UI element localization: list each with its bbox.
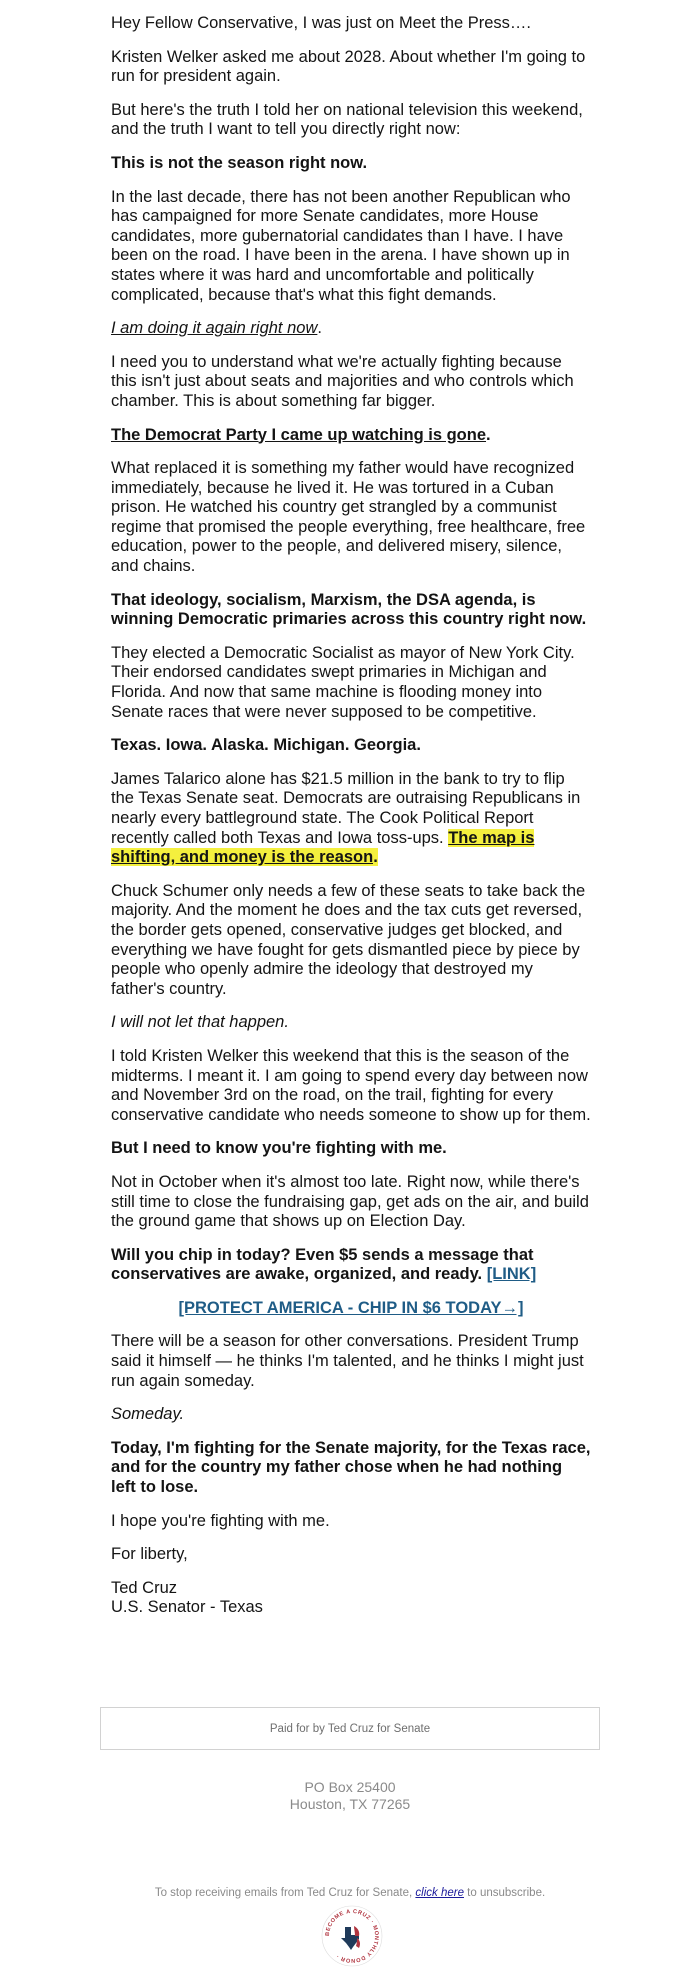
- bold-statement: [111, 426, 591, 446]
- paragraph: Kristen Welker asked me about 2028. About whether I'm going to run for president again.: [111, 47, 586, 86]
- italic-statement: I will not let that happen.: [111, 1013, 289, 1032]
- underlined-text: The Democrat Party I came up watching is gone: [111, 425, 487, 444]
- paragraph: [111, 770, 591, 868]
- paragraph: They elected a Democratic Socialist as mayor of New York City. Their endorsed candidates swept primaries in Michigan and Florida. And now that same machine is flooding money into Senate races that were never supposed to be competitive.: [111, 643, 575, 721]
- badge-text: BECOME A CRUZ · MONTHLY DONOR ·: [324, 1908, 380, 1964]
- paragraph: I hope you're fighting with me.: [111, 1511, 330, 1530]
- italic-statement: Someday.: [111, 1405, 185, 1424]
- paragraph: [111, 319, 591, 339]
- mailing-address: [0, 1779, 700, 1813]
- monthly-donor-badge[interactable]: [321, 1905, 383, 1967]
- punctuation: .: [373, 848, 378, 867]
- paragraph: What replaced it is something my father would have recognized immediately, because he lived it. He was tortured in a Cuban prison. He watched his country get strangled by a communist regime that promised the people everything, free healthcare, free education, power to the people, and delivered misery, silence, and chains.: [111, 459, 586, 576]
- paragraph: In the last decade, there has not been another Republican who has campaigned for more Senate candidates, more House candidates, more gubernatorial candidates than I have. I have been on the road. I have been in the arena. I have shown up in states where it was hard and uncomfortable and politically complicated, because that's what this fight demands.: [111, 187, 571, 304]
- punctuation: .: [486, 425, 491, 444]
- ask-text: Will you chip in today? Even $5 sends a message that conservatives are awake, organized, and ready.: [111, 1245, 534, 1284]
- unsubscribe-text: To stop receiving emails from Ted Cruz for Senate,: [154, 1887, 416, 1899]
- greeting: Hey Fellow Conservative, I was just on Meet the Press….: [111, 14, 531, 32]
- bold-ask: [111, 1246, 591, 1285]
- underlined-italic-text: I am doing it again right now: [111, 319, 318, 338]
- highlighted-text: The map is shifting, and money is the reason: [111, 828, 535, 867]
- donate-cta-link[interactable]: [PROTECT AMERICA - CHIP IN $6 TODAY→]: [178, 1298, 524, 1317]
- unsubscribe-text-end: to unsubscribe.: [463, 1887, 546, 1899]
- donate-link[interactable]: [LINK]: [486, 1265, 537, 1284]
- paragraph-text: James Talarico alone has $21.5 million in the bank to try to flip the Texas Senate seat. Democrats are outraising Republicans in nearly every battleground state. The Cook Political Report recently called both Texas and Iowa toss-ups.: [111, 769, 581, 847]
- address-line: PO Box 25400: [304, 1779, 396, 1795]
- punctuation: .: [317, 319, 322, 338]
- paragraph: Chuck Schumer only needs a few of these seats to take back the majority. And the moment he does and the tax cuts get reversed, the border gets opened, conservative judges get blocked, and everything we have fought for gets dismantled piece by piece by people who openly admire the ideology that destroyed my father's country.: [111, 881, 586, 998]
- paid-for-text: Paid for by Ted Cruz for Senate: [269, 1722, 431, 1735]
- bold-statement: Today, I'm fighting for the Senate majority, for the Texas race, and for the country my father chose when he had nothing left to lose.: [111, 1438, 591, 1497]
- signature-title: U.S. Senator - Texas: [111, 1598, 263, 1617]
- bold-statement: Texas. Iowa. Alaska. Michigan. Georgia.: [111, 736, 421, 755]
- paragraph: I need you to understand what we're actually fighting because this isn't just about seats and majorities and who controls which chamber. This is about something far bigger.: [111, 352, 574, 410]
- address-line: Houston, TX 77265: [289, 1796, 411, 1812]
- bold-statement: This is not the season right now.: [111, 153, 368, 172]
- email-body: [111, 0, 591, 1618]
- sign-off: For liberty,: [111, 1545, 188, 1564]
- paid-for-box: [100, 1707, 600, 1750]
- bold-statement: That ideology, socialism, Marxism, the DSA agenda, is winning Democratic primaries across this country right now.: [111, 590, 587, 629]
- cta-row: [111, 1299, 591, 1319]
- unsubscribe-line: [0, 1887, 700, 1899]
- paragraph: But here's the truth I told her on national television this weekend, and the truth I want to tell you directly right now:: [111, 100, 583, 139]
- signature: [111, 1579, 591, 1618]
- paragraph: There will be a season for other conversations. President Trump said it himself — he thinks I'm talented, and he thinks I might just run again someday.: [111, 1332, 584, 1390]
- bold-statement: But I need to know you're fighting with me.: [111, 1139, 447, 1158]
- unsubscribe-link[interactable]: click here: [415, 1887, 464, 1899]
- signature-name: Ted Cruz: [111, 1578, 178, 1597]
- paragraph: I told Kristen Welker this weekend that this is the season of the midterms. I meant it. I am going to spend every day between now and November 3rd on the road, on the trail, fighting for every conservative candidate who needs someone to show up for them.: [111, 1046, 591, 1124]
- paragraph: Not in October when it's almost too late. Right now, while there's still time to close the fundraising gap, get ads on the air, and build the ground game that shows up on Election Day.: [111, 1172, 589, 1231]
